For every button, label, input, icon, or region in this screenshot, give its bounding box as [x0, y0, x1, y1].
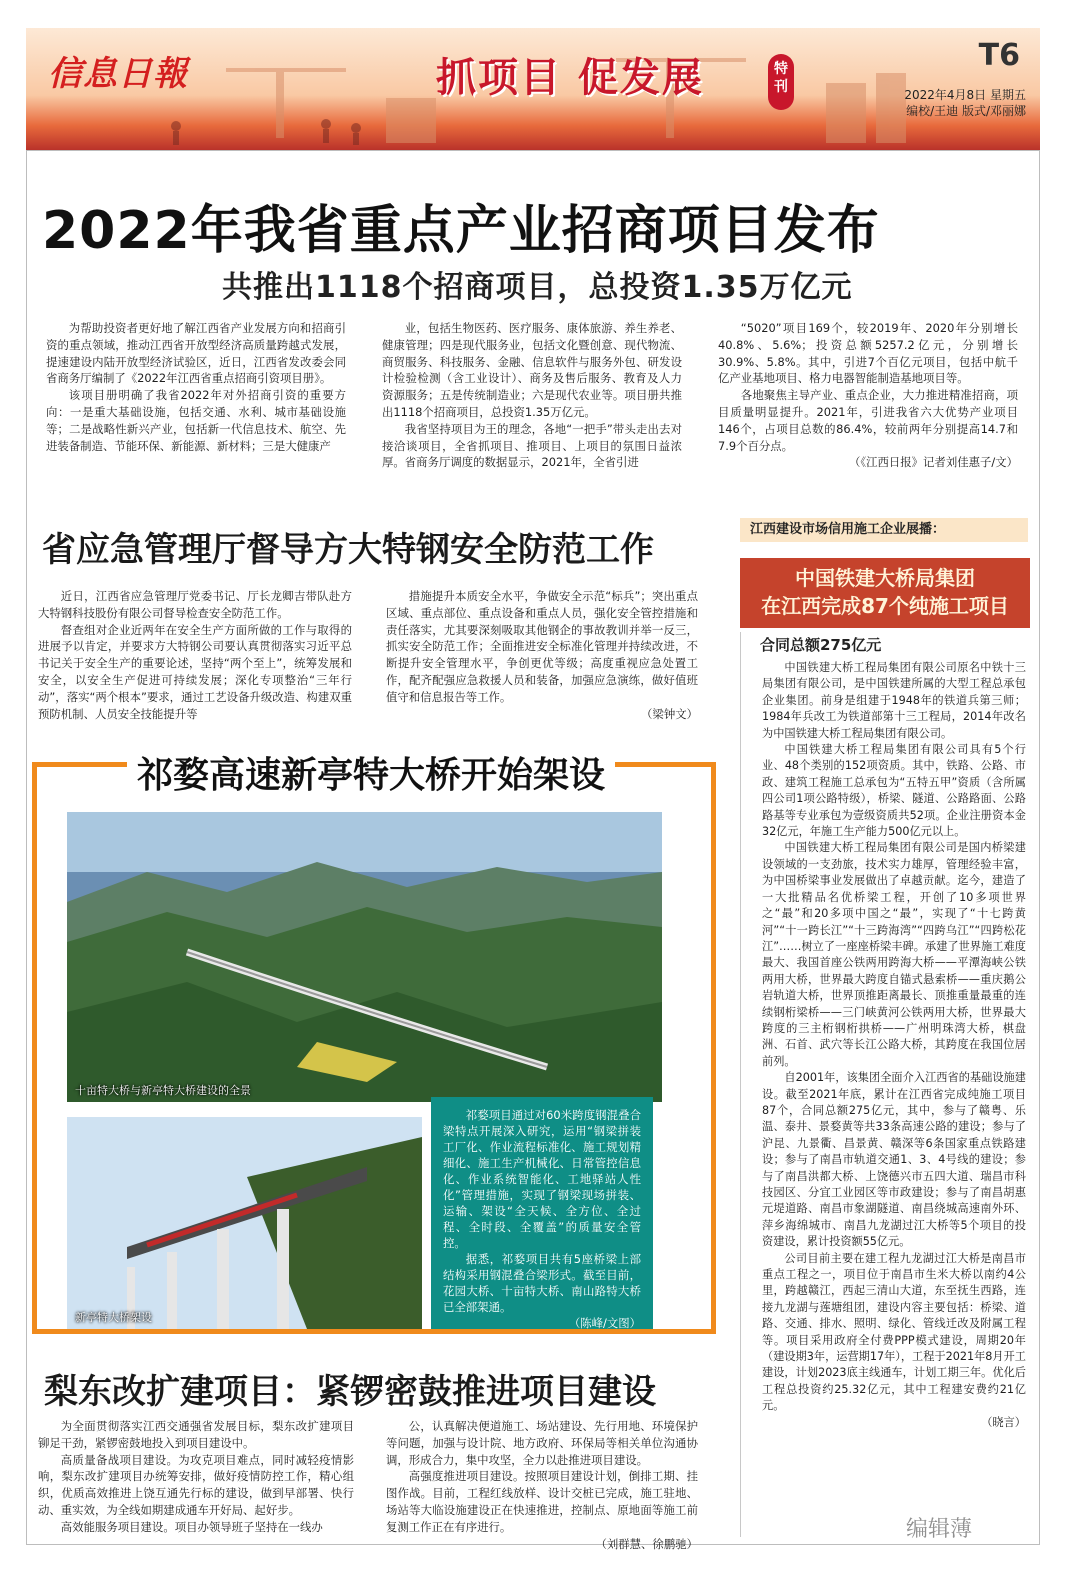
- paragraph: 为全面贯彻落实江西交通强省发展目标，梨东改扩建项目铆足干劲，紧锣密鼓地投入到项目建设中。: [38, 1419, 354, 1450]
- paragraph: 祁婺项目通过对60米跨度钢混叠合梁特点开展深入研究，运用“钢梁拼装工厂化、作业流程标准化、施工规划精细化、施工生产机械化、日常管控信息化、作业系统智能化、工地驿站人性化”管理措施，实现了钢梁现场拼装、运输、架设“全天候、全方位、全过程、全时段、全覆盖”的质量安全管控。: [443, 1108, 641, 1250]
- paragraph: 我省坚持项目为王的理念，各地“一把手”带头走出去对接洽谈项目，全省抓项目、推项目、上项目的氛围日益浓厚。省商务厅调度的数据显示，2021年，全省引进: [382, 421, 682, 470]
- byline: （陈峰/文图）: [568, 1316, 641, 1330]
- special-issue-slogan: 抓项目 促发展: [436, 55, 704, 101]
- lidong-column-2: [386, 1418, 698, 1552]
- paragraph: 该项目册明确了我省2022年对外招商引资的重要方向：一是重大基础设施，包括交通、水利、城市基础设施等；二是战略性新兴产业，包括新一代信息技术、航空、先进装备制造、节能环保、新能源、新材料；三是大健康产: [46, 388, 346, 453]
- paragraph: 中国铁建大桥工程局集团有限公司原名中铁十三局集团有限公司，是中国铁建所属的大型工程总承包企业集团。前身是组建于1948年的铁道兵第三师；1984年兵改工为铁道部第十三工程局，2014年改名为中国铁建大桥工程局集团有限公司。: [762, 661, 1026, 740]
- paragraph: 为帮助投资者更好地了解江西省产业发展方向和招商引资的重点领域，推动江西省开放型经济高质量跨越式发展，提速建设内陆开放型经济试验区，近日，江西省发改委会同省商务厅编制了《2022年江西省重点招商引资项目册》。: [46, 321, 346, 386]
- sidebar-headline-line-1: 中国铁建大桥局集团: [795, 566, 975, 590]
- byline: （《江西日报》记者刘佳惠子/文）: [849, 455, 1018, 470]
- safety-column-1: [38, 588, 352, 722]
- byline: （刘群慧、徐鹏驰）: [595, 1536, 698, 1551]
- watermark-text: 编辑薄: [906, 1517, 973, 1542]
- special-issue-badge: 特刊: [768, 54, 794, 110]
- safety-column-2: [386, 588, 698, 722]
- masthead: [26, 28, 1040, 150]
- paragraph: 高强度推进项目建设。按照项目建设计划，倒排工期、挂图作战。目前，工程红线放样、设计交桩已完成，施工驻地、场站等大临设施建设正在快速推进，控制点、原地面等施工前复测工作正在有序进行。: [386, 1469, 698, 1534]
- lead-subheadline: 共推出1118个招商项目，总投资1.35万亿元: [222, 270, 853, 305]
- paragraph: 督查组对企业近两年在安全生产方面所做的工作与取得的进展予以肯定，并要求方大特钢公司要认真贯彻落实习近平总书记关于安全生产的重要论述，坚持“两个至上”，统筹发展和安全，以安全生产促进可持续发展；深化专项整治“三年行动”，落实“两个根本”要求，通过工艺设备升级改造、构建双重预防机制、人员安全技能提升等: [38, 622, 352, 721]
- editor-credits: 编校/王迪 版式/邓丽娜: [906, 104, 1026, 118]
- photo-caption: 十亩特大桥与新亭特大桥建设的全景: [75, 1084, 251, 1097]
- safety-headline: 省应急管理厅督导方大特钢安全防范工作: [42, 530, 654, 570]
- bridge-headline: 祁婺高速新亭特大桥开始架设: [127, 747, 615, 798]
- paragraph: 公司目前主要在建工程九龙湖过江大桥是南昌市重点工程之一，项目位于南昌市生米大桥以南约4公里，跨越赣江，西起三清山大道，东至抚生西路，连接九龙湖与莲塘组团，建设内容主要包括：桥梁、道路、交通、排水、照明、绿化、管线迁改及附属工程等。项目采用政府全付费PPP模式建设，周期20年（建设期3年，运营期17年），工程于2021年8月开工建设，计划2023底主线通车，计划工期三年。优化后工程总投资约25.32亿元，其中工程建安费约21亿元。: [762, 1251, 1026, 1413]
- issue-date: 2022年4月8日 星期五: [904, 88, 1026, 102]
- bridge-feature-box: [32, 755, 716, 1334]
- paragraph: 各地聚焦主导产业、重点企业，大力推进精准招商，项目质量明显提升。2021年，引进我省六大优势产业项目146个，占项目总数的86.4%，较前两年分别提高14.7和7.9个百分点。: [718, 388, 1018, 453]
- sidebar-article-body: [762, 660, 1026, 1431]
- byline: （梁钟文）: [641, 706, 698, 721]
- lead-column-2: [382, 320, 682, 471]
- paragraph: 措施提升本质安全水平，争做安全示范“标兵”；突出重点区域、重点部位、重点设备和重点人员，强化安全管控措施和责任落实，尤其要深刻吸取其他钢企的事故教训并举一反三，抓实安全防范工作；全面推进安全标准化管理并持续改进，不断提升安全管理水平，争创更优等级；高度重视应急处置工作，配齐配强应急救援人员和装备，加强应急演练，做好值班值守和信息报告等工作。: [386, 589, 698, 704]
- sidebar-headline-banner: [740, 558, 1030, 628]
- sidebar-subheadline: 合同总额275亿元: [760, 636, 882, 654]
- byline: （晓言）: [981, 1415, 1026, 1429]
- lidong-column-1: [38, 1418, 354, 1536]
- lidong-headline: 梨东改扩建项目：紧锣密鼓推进项目建设: [44, 1372, 656, 1412]
- sidebar-headline-line-2: 在江西完成87个纯施工项目: [761, 594, 1009, 618]
- paragraph: 中国铁建大桥工程局集团有限公司具有5个行业、48个类别的152项资质。其中，铁路、公路、市政、建筑工程施工总承包为“五特五甲”资质（含所属四公司1项公路特级），桥梁、隧道、公路路面、公路路基等专业承包为壹级资质共52项。企业注册资本金32亿元，年施工生产能力500亿元以上。: [762, 743, 1026, 839]
- lead-headline: 2022年我省重点产业招商项目发布: [42, 201, 880, 261]
- mountain-landscape-illustration: [67, 812, 662, 1102]
- sidebar-section-label: 江西建设市场信用施工企业展播：: [740, 518, 1028, 542]
- bridge-construction-photo: [67, 1117, 422, 1329]
- paragraph: 自2001年，该集团全面介入江西省的基础设施建设。截至2021年底，累计在江西省完成纯施工项目87个，合同总额275亿元，其中，参与了赣粤、乐温、泰井、景婺黄等共33条高速公路的建设；参与了沪昆、九景衢、昌景黄、赣深等6条国家重点铁路建设；参与了南昌市轨道交通1、3、4号线的建设；参与了南昌洪都大桥、上饶德兴市五四大道、瑞昌市科技园区、分宜工业园区等市政建设；参与了南昌胡惠元堤道路、南昌市象湖隧道、南昌绕城高速南外环、萍乡海绵城市、南昌九龙湖过江大桥等5个项目的投资建设，累计投资额55亿元。: [762, 1071, 1026, 1249]
- paragraph: 近日，江西省应急管理厅党委书记、厅长龙卿吉带队赴方大特钢科技股份有限公司督导检查安全防范工作。: [38, 589, 352, 620]
- page-number: T6: [978, 38, 1020, 73]
- lead-column-1: [46, 320, 346, 454]
- lead-column-3: [718, 320, 1018, 471]
- paragraph: “5020”项目169个，较2019年、2020年分别增长40.8%、5.6%；投资总额5257.2亿元，分别增长30.9%、5.8%。其中，引进7个百亿元项目，包括中航千亿产业基地项目、格力电器智能制造基地项目等。: [718, 321, 1018, 386]
- bridge-text-box: [431, 1097, 653, 1329]
- photo-caption: 新亭特大桥架设: [75, 1311, 152, 1324]
- newspaper-logo: 信息日報: [48, 54, 188, 94]
- paragraph: 据悉，祁婺项目共有5座桥梁上部结构采用钢混叠合梁形式。截至目前，花园大桥、十亩特大桥、南山路特大桥已全部架通。: [443, 1252, 641, 1314]
- paragraph: 公，认真解决便道施工、场站建设、先行用地、环境保护等问题，加强与设计院、地方政府、环保局等相关单位沟通协调，形成合力，集中攻坚，全力以赴推进项目建设。: [386, 1419, 698, 1467]
- paragraph: 中国铁建大桥工程局集团有限公司是国内桥梁建设领域的一支劲旅，技术实力雄厚，管理经验丰富，为中国桥梁事业发展做出了卓越贡献。迄今，建造了一大批精品名优桥梁工程，开创了10多项世界之“最”和20多项中国之“最”，实现了“十七跨黄河”“十一跨长江”“十三跨海湾”“四跨乌江”“四跨松花江”……树立了一座座桥梁丰碑。承建了世界施工难度最大、我国首座公铁两用跨海大桥——平潭海峡公铁两用大桥，世界最大跨度自锚式悬索桥——重庆鹅公岩轨道大桥，世界顶推距离最长、顶推重量最重的连续钢桁梁桥——三门峡黄河公铁两用大桥，世界最大跨度的三主桁钢桁拱桥——广州明珠湾大桥，棋盘洲、石首、武穴等长江公路大桥，其跨度在我国位居前列。: [762, 841, 1026, 1068]
- bridge-panorama-photo: [67, 812, 662, 1102]
- paragraph: 高效能服务项目建设。项目办领导班子坚持在一线办: [60, 1519, 323, 1534]
- bridge-girder-illustration: [67, 1117, 422, 1329]
- paragraph: 业，包括生物医药、医疗服务、康体旅游、养生养老、健康管理；四是现代服务业，包括文化暨创意、现代物流、商贸服务、科技服务、金融、信息软件与服务外包、研发设计检验检测（含工业设计）、商务及售后服务、教育及人力资源服务；五是传统制造业；六是现代农业等。项目册共推出1118个招商项目，总投资1.35万亿元。: [382, 321, 682, 419]
- paragraph: 高质量备战项目建设。为攻克项目难点，同时减轻疫情影响，梨东改扩建项目办统筹安排，做好疫情防控工作，精心组织，优质高效推进上饶互通先行标的建设，做到早部署、快行动、重实效，为全线如期建成通车开好局、起好步。: [38, 1452, 354, 1517]
